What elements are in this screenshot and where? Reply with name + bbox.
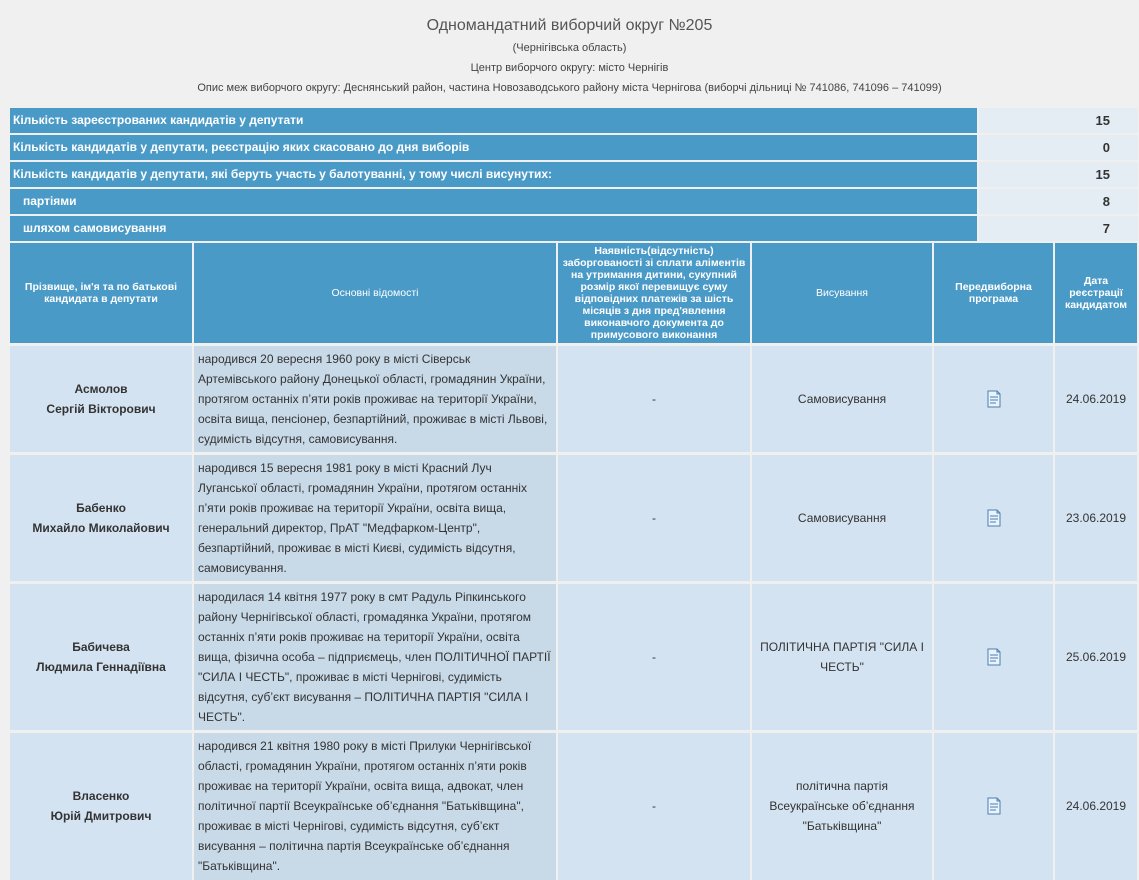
- nomination: Самовисування: [751, 345, 933, 454]
- nomination: політична партія Всеукраїнське об’єднання "Батьківщина": [751, 732, 933, 880]
- page-title: Одномандатний виборчий округ №205: [426, 17, 713, 34]
- table-row: [10, 583, 1138, 732]
- column-header-program: Передвиборна програма: [933, 243, 1054, 345]
- summary-label: Кількість зареєстрованих кандидатів у депутати: [10, 108, 979, 135]
- summary-value: 7: [979, 216, 1138, 243]
- candidate-surname: Бабенко: [76, 501, 126, 515]
- candidate-info: народилася 14 квітня 1977 року в смт Радуль Ріпкинського району Чернігівської області, громадянка України, протягом останніх п’яти років проживає на території України, освіта вища, фізична особа – підприємець, член ПОЛІТИЧНОЇ ПАРТІЇ "СИЛА І ЧЕСТЬ", проживає в місті Чернігові, судимість відсутня, суб’єкт висування – ПОЛІТИЧНА ПАРТІЯ "СИЛА І ЧЕСТЬ".: [193, 583, 557, 732]
- alimony-debt: -: [557, 345, 751, 454]
- nomination: ПОЛІТИЧНА ПАРТІЯ "СИЛА І ЧЕСТЬ": [751, 583, 933, 732]
- document-icon[interactable]: [986, 648, 1002, 666]
- program-cell: [933, 732, 1054, 880]
- summary-value: 0: [979, 135, 1138, 162]
- alimony-debt: -: [557, 454, 751, 583]
- document-icon[interactable]: [986, 509, 1002, 527]
- column-header-name: Прізвище, ім'я та по батькові кандидата в депутати: [10, 243, 193, 345]
- program-cell: [933, 583, 1054, 732]
- candidate-name: [10, 583, 193, 732]
- document-icon[interactable]: [986, 797, 1002, 815]
- program-cell: [933, 345, 1054, 454]
- summary-row-participating: [10, 162, 1138, 189]
- alimony-debt: -: [557, 583, 751, 732]
- summary-table: [10, 108, 1138, 243]
- summary-label: Кількість кандидатів у депутати, реєстрацію яких скасовано до дня виборів: [10, 135, 979, 162]
- region-label: (Чернігівська область): [512, 42, 627, 54]
- page-header: [0, 0, 1139, 93]
- registration-date: 25.06.2019: [1054, 583, 1138, 732]
- candidate-surname: Асмолов: [74, 382, 128, 396]
- candidate-surname: Бабичева: [72, 640, 130, 654]
- registration-date: 23.06.2019: [1054, 454, 1138, 583]
- registration-date: 24.06.2019: [1054, 345, 1138, 454]
- summary-row-registered: [10, 108, 1138, 135]
- candidate-name: [10, 345, 193, 454]
- table-row: [10, 454, 1138, 583]
- candidate-given-names: Сергій Вікторович: [46, 402, 156, 416]
- summary-row-parties: [10, 189, 1138, 216]
- candidate-given-names: Михайло Миколайович: [32, 521, 170, 535]
- document-icon[interactable]: [986, 390, 1002, 408]
- table-row: [10, 345, 1138, 454]
- summary-row-self-nominated: [10, 216, 1138, 243]
- candidates-table: [10, 243, 1139, 880]
- summary-label: партіями: [10, 189, 979, 216]
- candidate-info: народився 15 вересня 1981 року в місті Красний Луч Луганської області, громадянин України, протягом останніх п’яти років проживає на території України, освіта вища, генеральний директор, ПрАТ "Медфарком-Центр", безпартійний, проживає в місті Києві, судимість відсутня, самовисування.: [193, 454, 557, 583]
- program-cell: [933, 454, 1054, 583]
- candidate-name: [10, 732, 193, 880]
- candidate-given-names: Юрій Дмитрович: [50, 809, 152, 824]
- summary-label: шляхом самовисування: [10, 216, 979, 243]
- district-center: Центр виборчого округу: місто Чернігів: [470, 62, 669, 74]
- summary-value: 8: [979, 189, 1138, 216]
- column-header-nomination: Висування: [751, 243, 933, 345]
- summary-value: 15: [979, 108, 1138, 135]
- candidate-surname: Власенко: [72, 789, 130, 804]
- candidate-info: народився 20 вересня 1960 року в місті Сіверськ Артемівського району Донецької області, громадянин України, протягом останніх п’яти років проживає на території України, освіта вища, пенсіонер, безпартійний, проживає в місті Львові, судимість відсутня, самовисування.: [193, 345, 557, 454]
- column-header-date: Дата реєстрації кандидатом: [1054, 243, 1138, 345]
- alimony-debt: -: [557, 732, 751, 880]
- summary-label: Кількість кандидатів у депутати, які беруть участь у балотуванні, у тому числі висунутих:: [10, 162, 979, 189]
- candidate-given-names: Людмила Геннадіївна: [36, 660, 166, 674]
- candidate-name: [10, 454, 193, 583]
- table-header-row: [10, 243, 1138, 345]
- summary-row-cancelled: [10, 135, 1138, 162]
- table-row: [10, 732, 1138, 880]
- column-header-debt: Наявність(відсутність) заборгованості зі сплати аліментів на утримання дитини, сукупний розмір якої перевищує суму відповідних платежів за шість місяців з дня пред'явлення виконавчого документа до примусового виконання: [557, 243, 751, 345]
- registration-date: 24.06.2019: [1054, 732, 1138, 880]
- district-description: Опис меж виборчого округу: Деснянський район, частина Новозаводського району міста Чернігова (виборчі дільниці № 741086, 741096 – 741099): [197, 82, 942, 94]
- candidate-info: народився 21 квітня 1980 року в місті Прилуки Чернігівської області, громадянин України, протягом останніх п’яти років проживає на території України, освіта вища, адвокат, член політичної партії Всеукраїнське об’єднання "Батьківщина", проживає в місті Чернігові, судимість відсутня, суб’єкт висування – політична партія Всеукраїнське об’єднання "Батьківщина".: [193, 732, 557, 880]
- summary-value: 15: [979, 162, 1138, 189]
- column-header-info: Основні відомості: [193, 243, 557, 345]
- nomination: Самовисування: [751, 454, 933, 583]
